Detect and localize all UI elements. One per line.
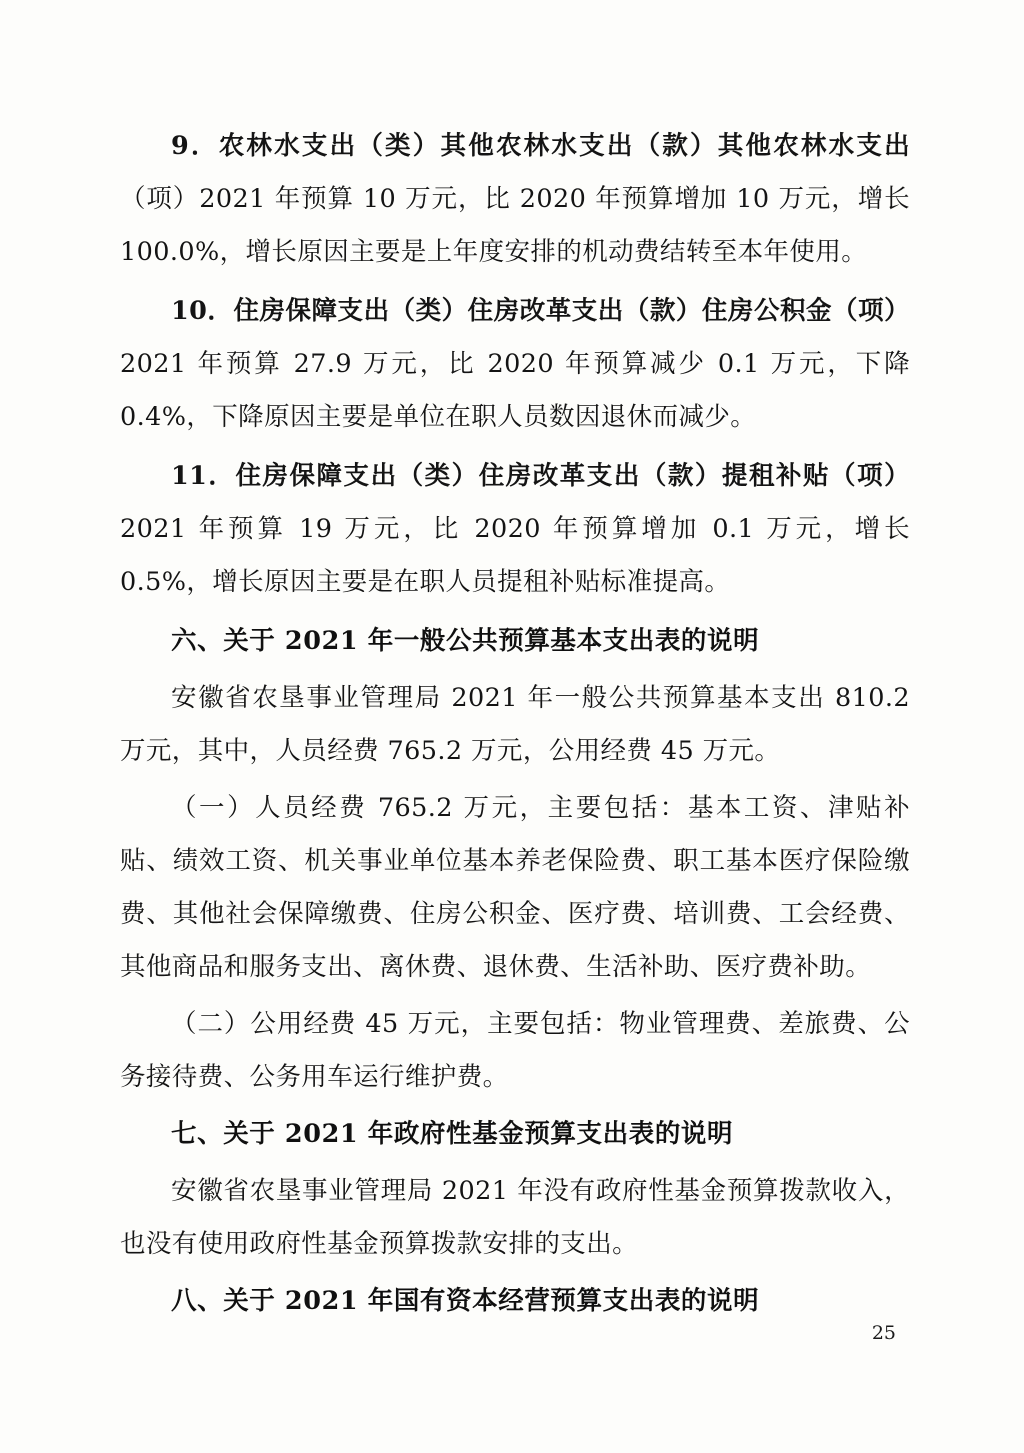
paragraph-item-9 [120, 120, 910, 279]
section-heading-seven: 七、关于 2021 年政府性基金预算支出表的说明 [171, 1119, 734, 1149]
section-six-paragraph-2: （一）人员经费 765.2 万元，主要包括：基本工资、津贴补贴、绩效工资、机关事业单位基本养老保险费、职工基本医疗保险缴费、其他社会保障缴费、住房公积金、医疗费、培训费、工会经费、其他商品和服务支出、离休费、退休费、生活补助、医疗费补助。 [120, 793, 910, 982]
paragraph-item-11 [120, 450, 910, 609]
document-body [120, 120, 910, 1332]
section-heading-eight: 八、关于 2021 年国有资本经营预算支出表的说明 [171, 1286, 760, 1316]
section-six-paragraph-1: 安徽省农垦事业管理局 2021 年一般公共预算基本支出 810.2 万元，其中，人员经费 765.2 万元，公用经费 45 万元。 [120, 683, 910, 766]
paragraph-item-10 [120, 285, 910, 444]
page-number: 25 [871, 1322, 896, 1344]
item-9-lead: 9．农林水支出（类）其他农林水支出（款）其他农林水支出 [171, 131, 910, 161]
item-9-body: （项）2021 年预算 10 万元，比 2020 年预算增加 10 万元，增长 100.0%，增长原因主要是上年度安排的机动费结转至本年使用。 [120, 184, 910, 267]
section-six-paragraph-3: （二）公用经费 45 万元，主要包括：物业管理费、差旅费、公务接待费、公务用车运行维护费。 [120, 1009, 910, 1092]
item-11-body: 2021 年预算 19 万元，比 2020 年预算增加 0.1 万元，增长 0.5%，增长原因主要是在职人员提租补贴标准提高。 [120, 514, 910, 597]
section-heading-six: 六、关于 2021 年一般公共预算基本支出表的说明 [171, 626, 760, 656]
item-9-text [120, 120, 910, 279]
item-11-text [120, 450, 910, 609]
item-10-body: 2021 年预算 27.9 万元，比 2020 年预算减少 0.1 万元，下降 0.4%，下降原因主要是单位在职人员数因退休而减少。 [120, 349, 910, 432]
item-10-lead: 10．住房保障支出（类）住房改革支出（款）住房公积金（项） [171, 296, 910, 326]
section-seven-paragraph-1: 安徽省农垦事业管理局 2021 年没有政府性基金预算拨款收入，也没有使用政府性基金预算拨款安排的支出。 [120, 1176, 910, 1259]
item-11-lead: 11．住房保障支出（类）住房改革支出（款）提租补贴（项） [171, 461, 910, 491]
item-10-text [120, 285, 910, 444]
